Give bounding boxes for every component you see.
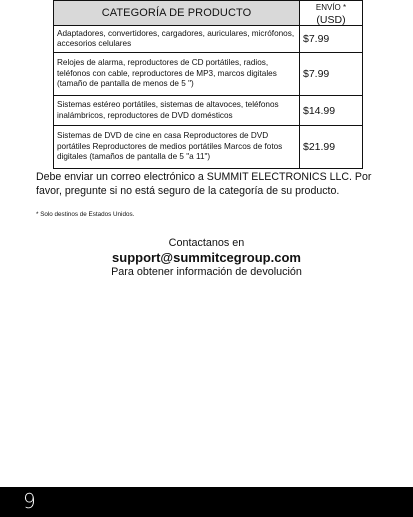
header-shipping-label: ENVÍO * (315, 2, 347, 12)
category-cell: Adaptadores, convertidores, cargadores, auriculares, micrófonos, accesorios celulares (54, 26, 300, 53)
price-cell: $7.99 (300, 26, 363, 53)
contact-intro: Contactanos en (168, 237, 245, 249)
price-cell: $21.99 (300, 126, 363, 169)
category-cell: Sistemas estéreo portátiles, sistemas de altavoces, teléfonos inalámbricos, reproductores de DVD domésticos (54, 96, 300, 126)
page-number: 9 (23, 489, 36, 513)
table-row (54, 126, 363, 169)
price-cell: $14.99 (300, 96, 363, 126)
table-row (54, 26, 363, 53)
footnote: * Solo destinos de Estados Unidos. (36, 211, 135, 218)
table-header-row (54, 1, 363, 26)
page-footer-bar (0, 487, 413, 517)
price-cell: $7.99 (300, 53, 363, 96)
category-cell: Sistemas de DVD de cine en casa Reproductores de DVD portátiles Reproductores de medios portátiles Marcos de fotos digitales (tamaños de pantalla de 5 "a 11") (54, 126, 300, 169)
email-instructions: Debe enviar un correo electrónico a SUMMIT ELECTRONICS LLC. Por favor, pregunte si no está seguro de la categoría de su producto. (36, 171, 372, 197)
header-shipping-currency: (USD) (316, 13, 346, 26)
table-row (54, 96, 363, 126)
header-shipping (300, 1, 363, 26)
table-row (54, 53, 363, 96)
header-product-category: CATEGORÍA DE PRODUCTO (54, 1, 300, 26)
contact-purpose: Para obtener información de devolución (111, 266, 302, 278)
category-cell: Relojes de alarma, reproductores de CD portátiles, radios, teléfonos con cable, reproductores de MP3, marcos digitales (tamaño de pantalla de menos de 5 ") (54, 53, 300, 96)
shipping-rates-table (53, 0, 363, 169)
support-email-link[interactable]: support@summitcegroup.com (112, 250, 301, 265)
